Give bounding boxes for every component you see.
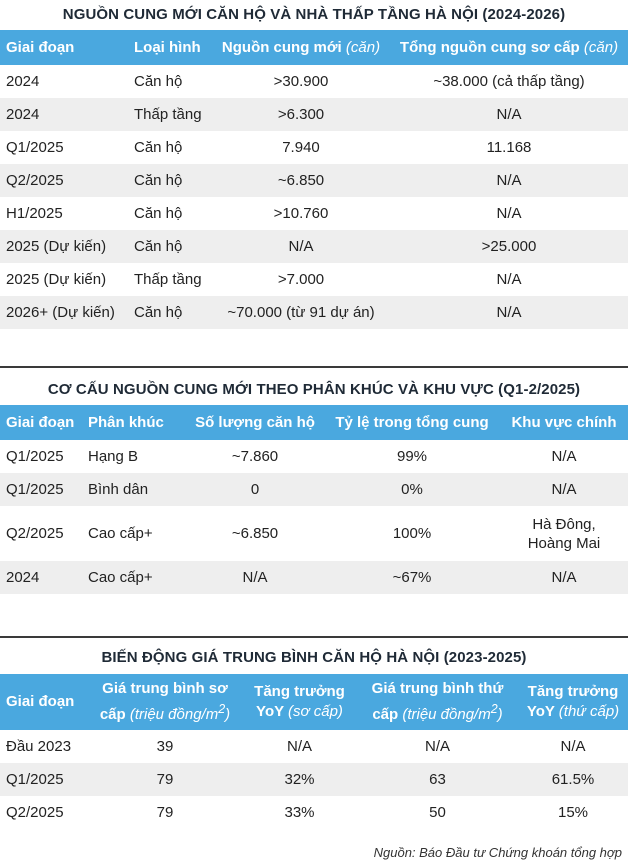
new-supply-cell: 7.940 <box>212 131 390 164</box>
header-price-secondary: Giá trung bình thứ cấp (triệu đồng/$m^2$) <box>357 674 518 730</box>
region-cell <box>500 440 628 473</box>
units-cell: ~6.850 <box>186 506 324 561</box>
table-row <box>0 296 628 329</box>
table-row <box>0 164 628 197</box>
table-row <box>0 131 628 164</box>
period-cell: Q1/2025 <box>0 763 88 796</box>
price-secondary-cell: 63 <box>357 763 518 796</box>
new-supply-cell: >6.300 <box>212 98 390 131</box>
price-section <box>0 649 628 666</box>
price-trend-table <box>0 674 628 829</box>
divider <box>0 366 628 368</box>
header-units: Số lượng căn hộ <box>186 405 324 440</box>
period-cell: 2024 <box>0 98 128 131</box>
primary-supply-cell: ~38.000 (cả thấp tầng) <box>390 65 628 98</box>
share-cell: ~67% <box>324 561 500 594</box>
type-cell: Căn hộ <box>128 164 212 197</box>
primary-supply-cell: N/A <box>390 197 628 230</box>
price-secondary-cell: 50 <box>357 796 518 829</box>
table-row <box>0 730 628 763</box>
yoy-primary-cell: N/A <box>242 730 357 763</box>
table-row <box>0 763 628 796</box>
period-cell: Q1/2025 <box>0 131 128 164</box>
primary-supply-cell: N/A <box>390 296 628 329</box>
type-cell: Thấp tầng <box>128 263 212 296</box>
region-text: N/A <box>551 448 577 465</box>
segment-cell: Bình dân <box>82 473 186 506</box>
units-cell: 0 <box>186 473 324 506</box>
header-primary-supply: Tổng nguồn cung sơ cấp (căn) <box>390 30 628 65</box>
header-period: Giai đoạn <box>0 405 82 440</box>
price-secondary-cell: N/A <box>357 730 518 763</box>
period-cell: Q2/2025 <box>0 506 82 561</box>
period-cell: 2025 (Dự kiến) <box>0 230 128 263</box>
share-cell: 99% <box>324 440 500 473</box>
table3-header-row <box>0 674 628 730</box>
share-cell: 100% <box>324 506 500 561</box>
type-cell: Căn hộ <box>128 230 212 263</box>
source-note: Nguồn: Báo Đầu tư Chứng khoán tổng hợp <box>373 845 622 860</box>
region-cell <box>500 473 628 506</box>
table-row <box>0 561 628 594</box>
header-share: Tỷ lệ trong tổng cung <box>324 405 500 440</box>
segment-cell: Cao cấp+ <box>82 561 186 594</box>
header-new-supply: Nguồn cung mới (căn) <box>212 30 390 65</box>
table-row <box>0 796 628 829</box>
primary-supply-cell: N/A <box>390 164 628 197</box>
region-text: N/A <box>551 481 577 498</box>
units-cell: ~7.860 <box>186 440 324 473</box>
primary-supply-cell: 11.168 <box>390 131 628 164</box>
price-primary-cell: 79 <box>88 796 242 829</box>
supply-section <box>0 6 628 23</box>
header-type: Loại hình <box>128 30 212 65</box>
period-cell: Q2/2025 <box>0 164 128 197</box>
region-text: Hà Đông, <box>532 515 596 533</box>
type-cell: Căn hộ <box>128 296 212 329</box>
region-text: Hoàng Mai <box>527 534 601 552</box>
header-yoy-secondary: Tăng trưởng YoY (thứ cấp) <box>518 674 628 730</box>
segment-cell: Hạng B <box>82 440 186 473</box>
period-cell: Q1/2025 <box>0 473 82 506</box>
units-cell: N/A <box>186 561 324 594</box>
period-cell: 2026+ (Dự kiến) <box>0 296 128 329</box>
table-row <box>0 65 628 98</box>
structure-section <box>0 381 628 398</box>
table2-title: CƠ CẤU NGUỒN CUNG MỚI THEO PHÂN KHÚC VÀ KHU VỰC (Q1-2/2025) <box>47 381 581 398</box>
table1-header-row <box>0 30 628 65</box>
table-row <box>0 98 628 131</box>
type-cell: Căn hộ <box>128 131 212 164</box>
yoy-primary-cell: 33% <box>242 796 357 829</box>
new-supply-cell: ~70.000 (từ 91 dự án) <box>212 296 390 329</box>
segment-structure-table <box>0 405 628 594</box>
share-cell: 0% <box>324 473 500 506</box>
period-cell: Q2/2025 <box>0 796 88 829</box>
region-cell <box>500 506 628 561</box>
yoy-secondary-cell: 15% <box>518 796 628 829</box>
table-row <box>0 440 628 473</box>
type-cell: Thấp tầng <box>128 98 212 131</box>
table-row <box>0 230 628 263</box>
new-supply-table <box>0 30 628 329</box>
table-row <box>0 473 628 506</box>
table2-header-row <box>0 405 628 440</box>
yoy-secondary-cell: 61.5% <box>518 763 628 796</box>
table1-title: NGUỒN CUNG MỚI CĂN HỘ VÀ NHÀ THẤP TẦNG HÀ NỘI (2024-2026) <box>62 6 566 23</box>
header-price-primary: Giá trung bình sơ cấp (triệu đồng/$m^2$) <box>88 674 242 730</box>
period-cell: Đầu 2023 <box>0 730 88 763</box>
type-cell: Căn hộ <box>128 197 212 230</box>
yoy-primary-cell: 32% <box>242 763 357 796</box>
price-primary-cell: 39 <box>88 730 242 763</box>
new-supply-cell: >30.900 <box>212 65 390 98</box>
period-cell: H1/2025 <box>0 197 128 230</box>
new-supply-cell: ~6.850 <box>212 164 390 197</box>
header-segment: Phân khúc <box>82 405 186 440</box>
segment-cell: Cao cấp+ <box>82 506 186 561</box>
table3-title: BIẾN ĐỘNG GIÁ TRUNG BÌNH CĂN HỘ HÀ NỘI (2023-2025) <box>101 649 527 666</box>
divider <box>0 636 628 638</box>
region-cell <box>500 561 628 594</box>
yoy-secondary-cell: N/A <box>518 730 628 763</box>
header-period: Giai đoạn <box>0 30 128 65</box>
price-primary-cell: 79 <box>88 763 242 796</box>
table-row <box>0 263 628 296</box>
table-row <box>0 197 628 230</box>
period-cell: Q1/2025 <box>0 440 82 473</box>
primary-supply-cell: N/A <box>390 263 628 296</box>
new-supply-cell: N/A <box>212 230 390 263</box>
header-region: Khu vực chính <box>500 405 628 440</box>
new-supply-cell: >7.000 <box>212 263 390 296</box>
period-cell: 2024 <box>0 561 82 594</box>
type-cell: Căn hộ <box>128 65 212 98</box>
period-cell: 2024 <box>0 65 128 98</box>
region-text: N/A <box>551 569 577 586</box>
primary-supply-cell: >25.000 <box>390 230 628 263</box>
header-period: Giai đoạn <box>0 674 88 730</box>
table-row <box>0 506 628 561</box>
header-yoy-primary: Tăng trưởng YoY (sơ cấp) <box>242 674 357 730</box>
new-supply-cell: >10.760 <box>212 197 390 230</box>
primary-supply-cell: N/A <box>390 98 628 131</box>
period-cell: 2025 (Dự kiến) <box>0 263 128 296</box>
